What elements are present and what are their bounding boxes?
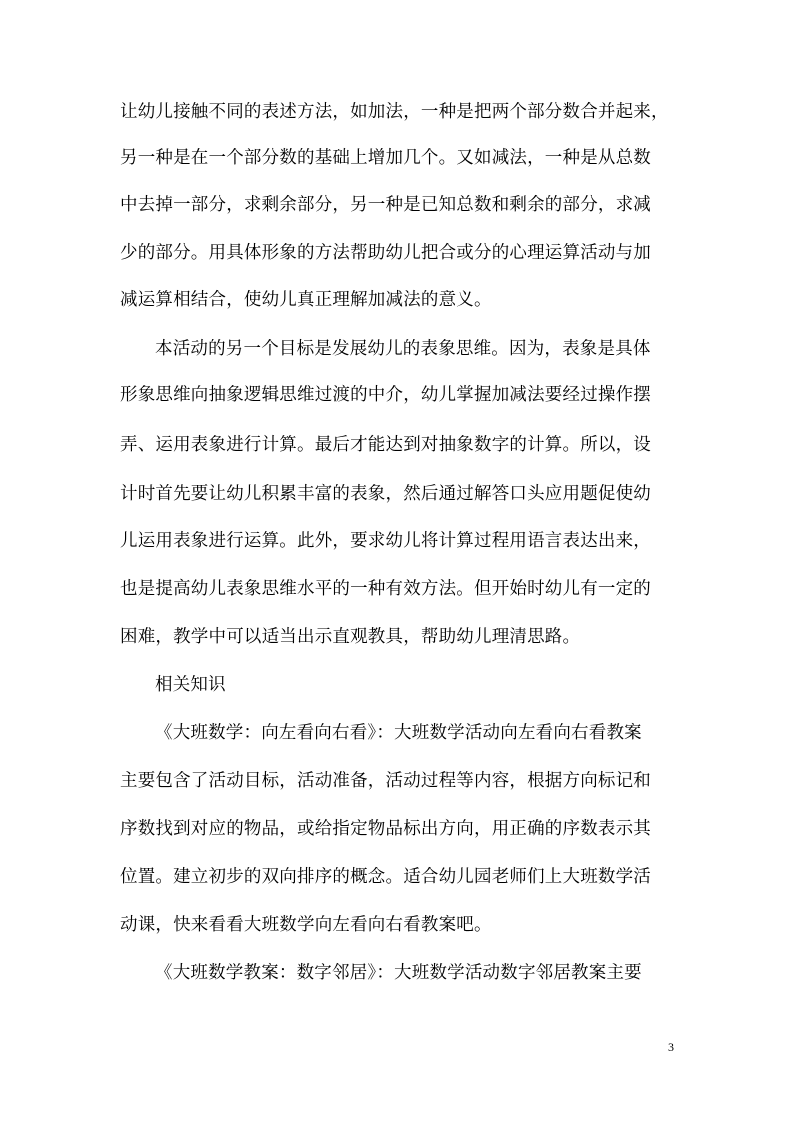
paragraph-line: 本活动的另一个目标是发展幼儿的表象思维。因为，表象是具体 xyxy=(155,339,651,359)
paragraph-line: 让幼儿接触不同的表述方法，如加法，一种是把两个部分数合并起来， xyxy=(120,102,669,122)
paragraph-line: 也是提高幼儿表象思维水平的一种有效方法。但开始时幼儿有一定的 xyxy=(120,579,651,599)
paragraph-line: 少的部分。用具体形象的方法帮助幼儿把合或分的心理运算活动与加 xyxy=(120,243,651,263)
paragraph-line: 动课，快来看看大班数学向左看向右看教案吧。 xyxy=(120,915,492,935)
paragraph-line: 形象思维向抽象逻辑思维过渡的中介，幼儿掌握加减法要经过操作摆 xyxy=(120,385,651,405)
paragraph-line: 《大班数学教案：数字邻居》：大班数学活动数字邻居教案主要 xyxy=(155,963,642,983)
paragraph-line: 另一种是在一个部分数的基础上增加几个。又如减法，一种是从总数 xyxy=(120,148,651,168)
section-heading: 相关知识 xyxy=(155,675,226,695)
paragraph-line: 主要包含了活动目标，活动准备，活动过程等内容，根据方向标记和 xyxy=(120,771,651,791)
paragraph-line: 弄、运用表象进行计算。最后才能达到对抽象数字的计算。所以，设 xyxy=(120,435,651,455)
paragraph-line: 减运算相结合，使幼儿真正理解加减法的意义。 xyxy=(120,290,492,310)
paragraph-line: 位置。建立初步的双向排序的概念。适合幼儿园老师们上大班数学活 xyxy=(120,867,651,887)
paragraph-line: 儿运用表象进行运算。此外，要求幼儿将计算过程用语言表达出来， xyxy=(120,531,651,551)
paragraph-line: 序数找到对应的物品，或给指定物品标出方向，用正确的序数表示其 xyxy=(120,819,651,839)
paragraph-line: 困难，教学中可以适当出示直观教具，帮助幼儿理清思路。 xyxy=(120,627,581,647)
page-number: 3 xyxy=(668,1040,674,1054)
paragraph-line: 计时首先要让幼儿积累丰富的表象，然后通过解答口头应用题促使幼 xyxy=(120,484,651,504)
paragraph-line: 《大班数学：向左看向右看》：大班数学活动向左看向右看教案 xyxy=(155,723,642,743)
paragraph-line: 中去掉一部分，求剩余部分，另一种是已知总数和剩余的部分，求减 xyxy=(120,195,651,215)
